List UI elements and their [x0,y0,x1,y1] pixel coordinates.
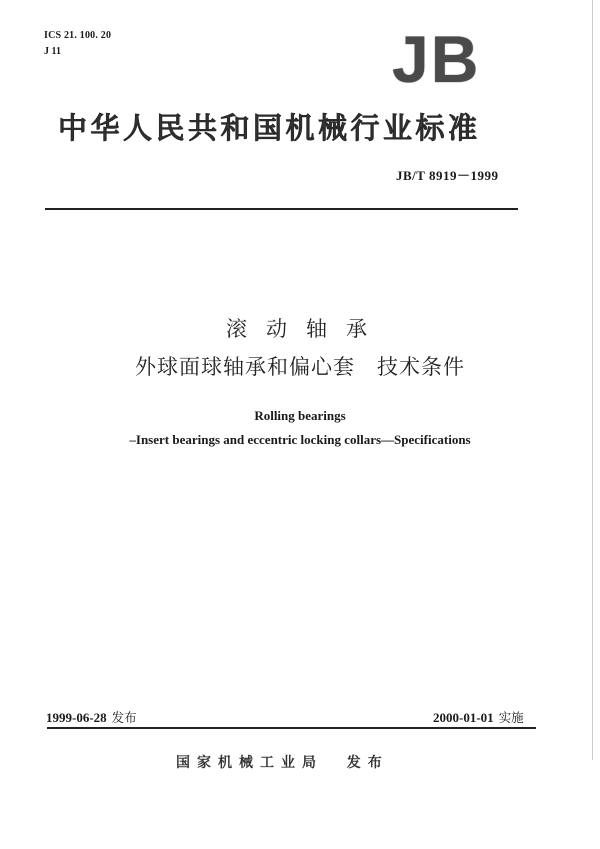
standard-number: JB/T 8919－1999 [396,168,499,183]
jb-logo: JB [392,22,481,96]
implementation-date-block [433,708,524,726]
top-divider [45,208,518,210]
ics-code: ICS 21. 100. 20 [44,30,112,41]
issue-date-block [46,708,137,726]
issuing-authority: 国家机械工业局 发布 [176,755,389,771]
bottom-divider [47,727,536,729]
title-chinese-sub: 外球面球轴承和偏心套 技术条件 [135,355,465,379]
implementation-date: 2000-01-01 [433,710,494,725]
organization-title: 中华人民共和国机械行业标准 [58,111,481,145]
issue-date: 1999-06-28 [46,710,107,725]
title-chinese-main: 滚动轴承 [226,317,386,341]
issue-label: 发布 [111,710,137,725]
implementation-label: 实施 [498,710,524,725]
title-english-sub: –Insert bearings and eccentric locking collars—Specifications [129,432,471,447]
classification-code: J 11 [44,46,61,57]
title-english-main: Rolling bearings [254,408,346,423]
